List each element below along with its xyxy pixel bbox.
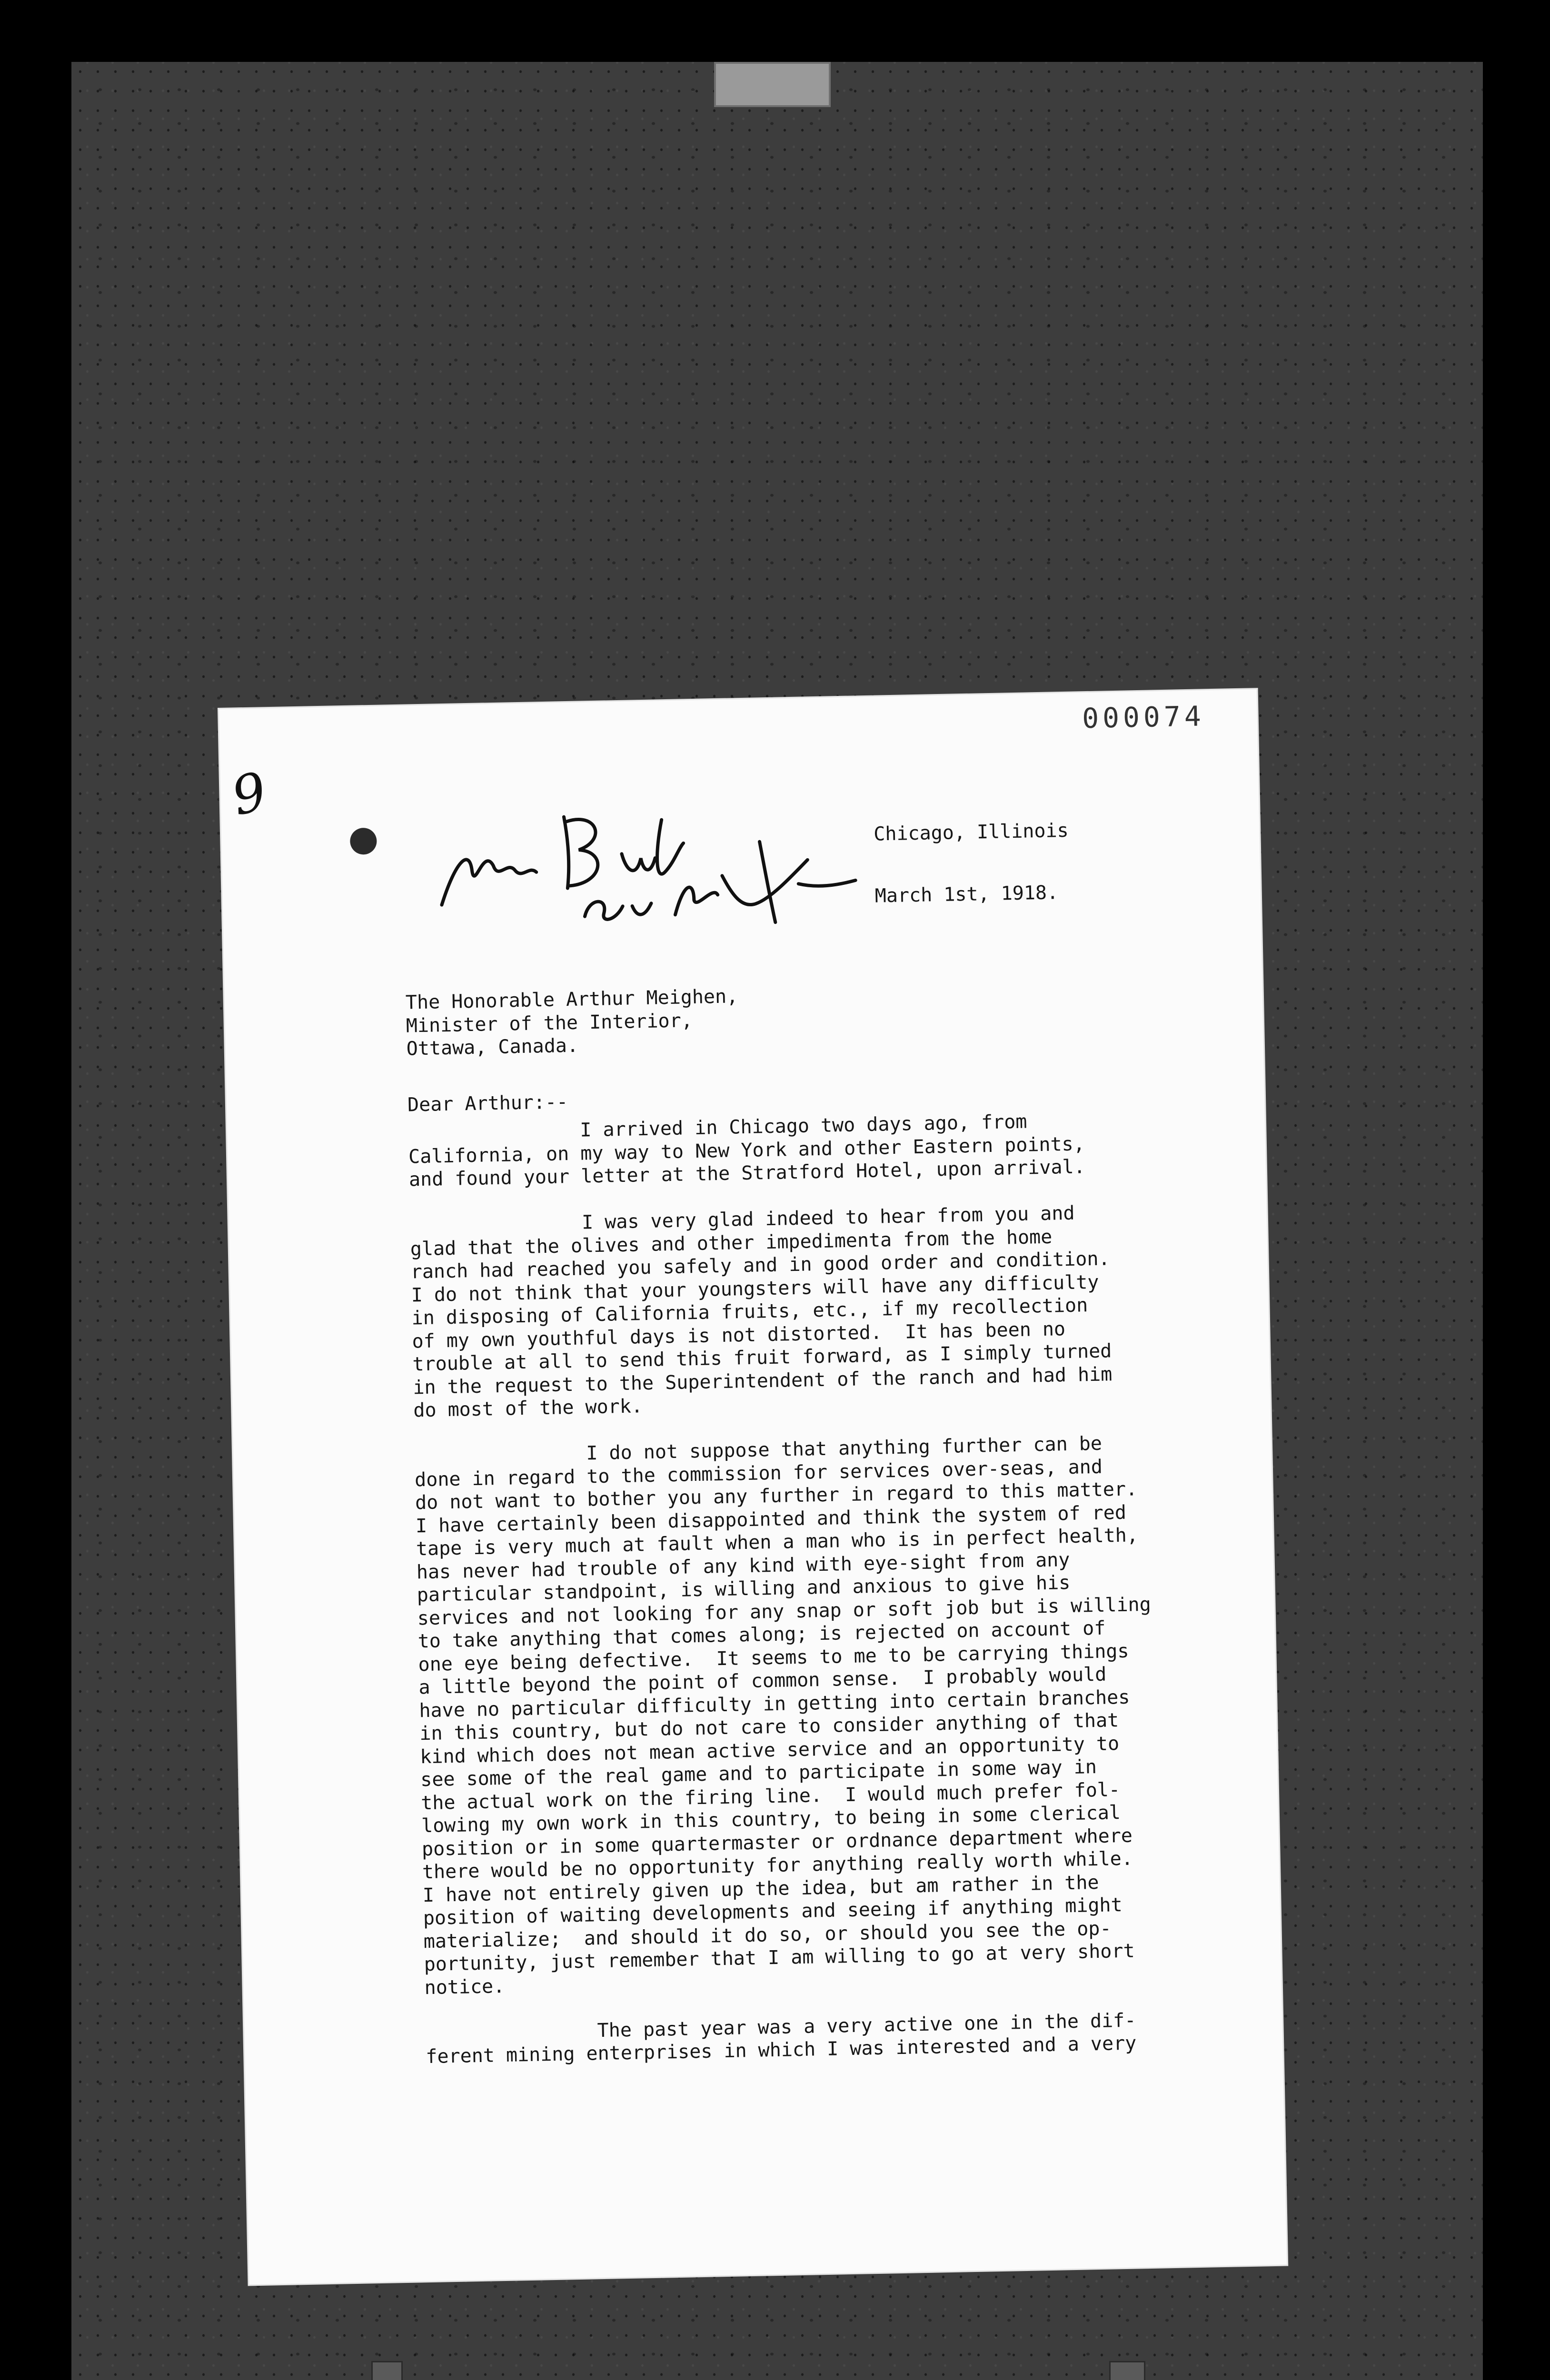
board-clip bbox=[714, 62, 831, 107]
addressee-block: The Honorable Arthur Meighen, Minister of the Interior, Ottawa, Canada. bbox=[405, 985, 738, 1060]
board-tab-right bbox=[1109, 2361, 1145, 2380]
document-number: 000074 bbox=[1082, 700, 1205, 735]
board-tab-left bbox=[371, 2361, 403, 2380]
handwritten-annotation bbox=[425, 782, 894, 934]
punch-hole bbox=[350, 828, 377, 855]
letter-date: March 1st, 1918. bbox=[874, 882, 1059, 907]
letter-body: I arrived in Chicago two days ago, from California, on my way to New York and other Eastern points, and found your letter at the Stratford Hotel, upon arrival. I was very glad indeed to hear from you and glad that the olives and other impedimenta from the home ranch had reached you safely and in good order and condition. I do not think that your youngsters will have any difficulty in disposing of California fruits, etc., if my recollection of my own youthful days is not distorted. It has been no trouble at all to send this fruit forward, as I simply turned in the request to the Superintendent of the ranch and had him do most of the work. I do not suppose that anything further can be done in regard to the commission for services over-seas, and do not want to bother you any further in regard to this matter. I have certainly been disappointed and think the system of red tape is very much at fault when a man who is in perfect health, has never had trouble of any kind with eye-sight from any particular standpoint, is willing and anxious to give his services and not looking for any snap or soft job but is willing to take anything that comes along; is rejected on account of one eye being defective. It seems to me to be carrying things a little beyond the point of common sense. I probably would have no particular difficulty in getting into certain branches in this country, but do not care to consider anything of that kind which does not mean active service and an opportunity to see some of the real game and to participate in some way in the actual work on the firing line. I would much prefer fol- lowing my own work in this country, to being in some clerical position or in some quartermaster or ordnance department where there would be no opportunity for anything really worth while. I have not entirely given up the idea, but am rather in the position of waiting developments and seeing if anything might materialize; and should it do so, or should you see the op- portunity, just remember that I am willing to go at very short notice. The past year was a very active one in the dif- ferent mining enterprises in which I was interested and a very bbox=[407, 1111, 1152, 2068]
salutation: Dear Arthur:-- bbox=[407, 1091, 568, 1116]
letter-page bbox=[219, 689, 1287, 2284]
page-mark: 9 bbox=[226, 760, 273, 828]
letter-city: Chicago, Illinois bbox=[873, 819, 1069, 845]
